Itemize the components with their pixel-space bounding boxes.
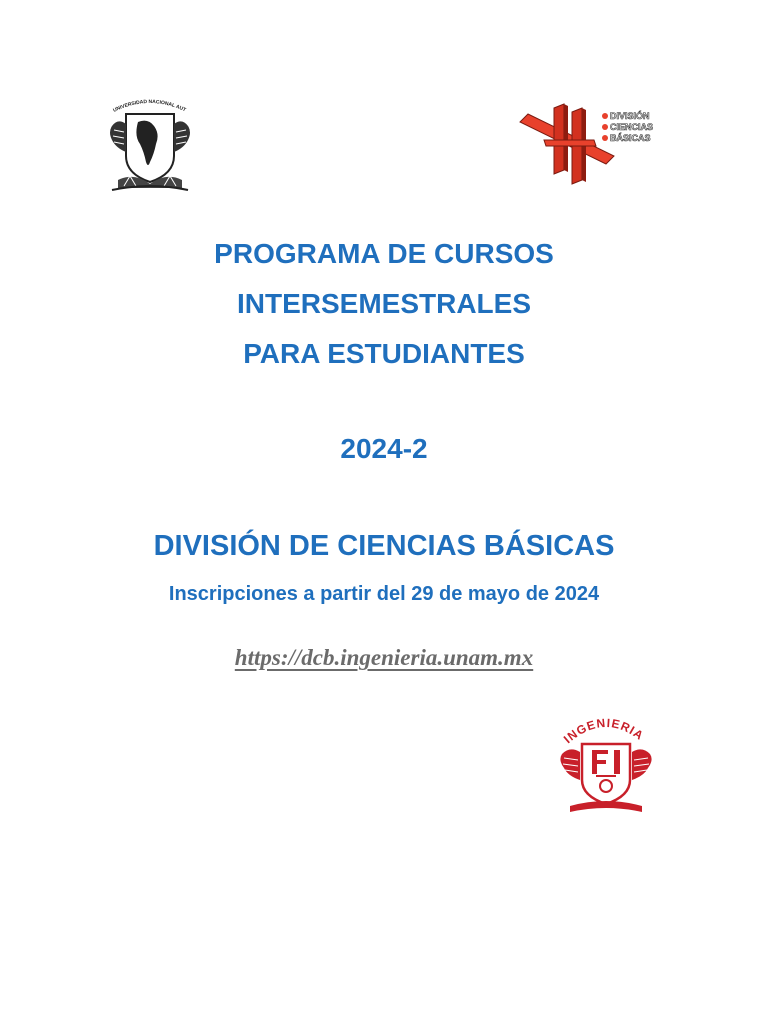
- facultad-ingenieria-shield-icon: [556, 714, 656, 818]
- title-line-2: INTERSEMESTRALES: [236, 288, 532, 319]
- period-label: 2024-2: [340, 433, 428, 464]
- ingenieria-arc-text: INGENIERIA: [560, 715, 647, 747]
- dcb-logo-line3: BÁSICAS: [610, 133, 651, 143]
- title-line-1: PROGRAMA DE CURSOS: [214, 238, 554, 269]
- dcb-logo-line2: CIENCIAS: [610, 122, 654, 132]
- svg-text:INGENIERIA: [561, 716, 647, 746]
- website-link[interactable]: https://dcb.ingenieria.unam.mx: [234, 645, 534, 670]
- unam-shield-icon: [104, 96, 196, 194]
- registration-note: Inscripciones a partir del 29 de mayo de 2024: [168, 583, 600, 605]
- division-heading: DIVISIÓN DE CIENCIAS BÁSICAS: [153, 530, 615, 562]
- division-ciencias-basicas-logo-icon: [518, 100, 668, 186]
- website-link-container: [0, 645, 768, 671]
- svg-text:UNIVERSIDAD NACIONAL AUTÓNOMA: UNIVERSIDAD NACIONAL AUT: [112, 98, 187, 114]
- title-line-3: PARA ESTUDIANTES: [243, 338, 525, 369]
- dcb-logo-line1: DIVISIÓN: [610, 111, 650, 121]
